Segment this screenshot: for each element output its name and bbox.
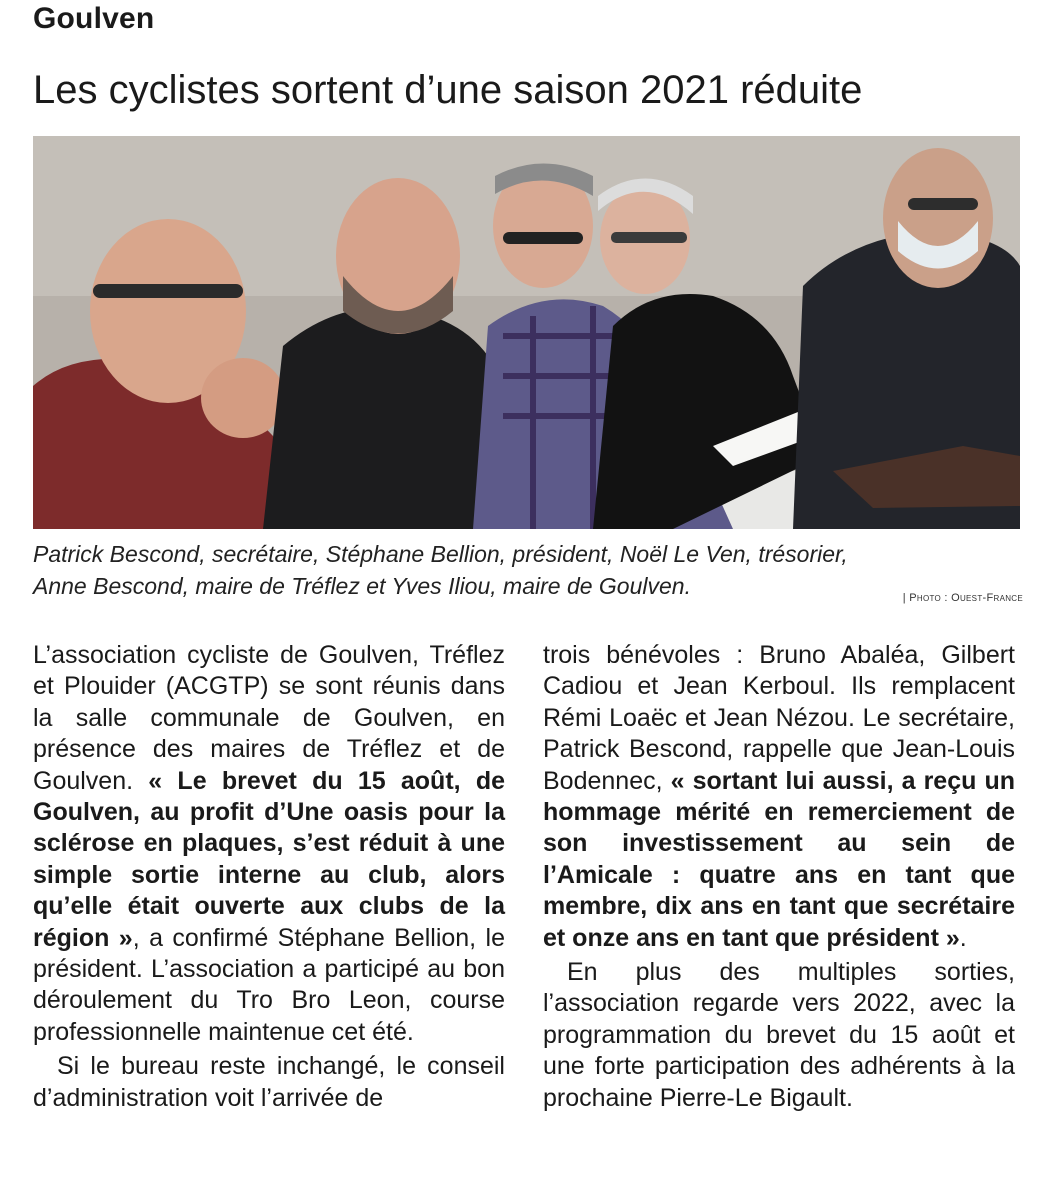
body-text: , a confirmé Stéphane Bellion, le président. L’association a participé au bon déroulement du Tro Bro Leon, course professionnelle maintenue cet été. [33,923,505,1046]
quote-text: « sortant lui aussi, a reçu un hommage mérité en remerciement de son investissement au sein de l’Amicale : quatre ans en tant que membre, dix ans en tant que secrétaire et onze ans en tant que président » [543,766,1015,952]
body-paragraph-1 [33,640,505,1048]
article-column-left [33,640,505,1117]
body-text: L’association cycliste de Goulven, Tréflez et Plouider (ACGTP) se sont réunis dans la salle communale de Goulven, en présence des maires de Tréflez et de Goulven. [33,641,505,795]
body-paragraph-2: Si le bureau reste inchangé, le conseil d’administration voit l’arrivée de [33,1052,505,1112]
caption-line-2: Anne Bescond, maire de Tréflez et Yves Iliou, maire de Goulven. [33,573,691,599]
article-headline: Les cyclistes sortent d’une saison 2021 réduite [33,68,863,112]
photo-caption [33,538,1023,602]
body-text: . [959,923,967,952]
article-column-right [543,640,1015,1117]
body-text: trois bénévoles : Bruno Abaléa, Gilbert Cadiou et Jean Kerboul. Ils remplacent Rémi Loaëc et Jean Nézou. Le secrétaire, Patrick Bescond, rappelle que Jean-Louis Bodennec, [543,641,1015,795]
photo-credit: | Photo : Ouest-France [902,592,1023,604]
article-photo [33,136,1020,529]
section-kicker: Goulven [33,2,155,35]
quote-text: « Le brevet du 15 août, de Goulven, au profit d’Une oasis pour la sclérose en plaques, s’est réduit à une simple sortie interne au club, alors qu’elle était ouverte aux clubs de la région » [33,766,506,952]
body-paragraph-3 [543,640,1015,954]
caption-line-1: Patrick Bescond, secrétaire, Stéphane Bellion, président, Noël Le Ven, trésorier, [33,541,848,567]
body-paragraph-4: En plus des multiples sorties, l’association regarde vers 2022, avec la programmation du brevet du 15 août et une forte participation des adhérents à la prochaine Pierre-Le Bigault. [543,958,1015,1112]
